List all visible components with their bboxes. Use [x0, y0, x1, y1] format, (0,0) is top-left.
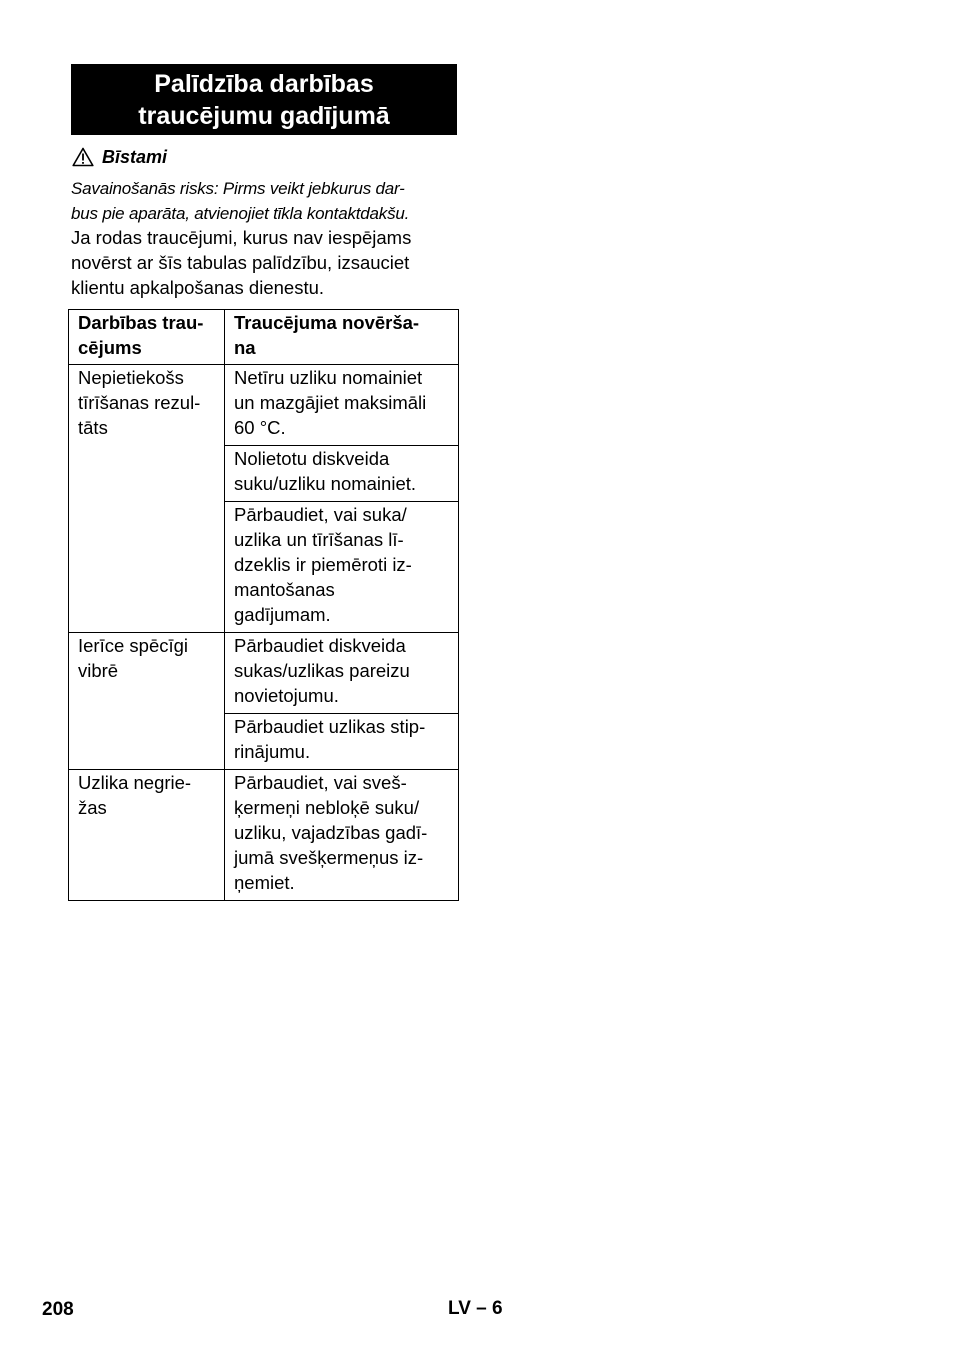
section-indicator: LV – 6	[448, 1298, 503, 1319]
cell-text: ķermeņi nebloķē suku/	[234, 797, 420, 818]
header-text: na	[234, 337, 256, 358]
cell-text: Nepietiekošs	[78, 367, 184, 388]
warning-label-row	[72, 145, 167, 169]
cell-text: gadījumam.	[234, 604, 331, 625]
remedy-cell	[225, 502, 459, 633]
cell-text: suku/uzliku nomainiet.	[234, 473, 417, 494]
intro-paragraph	[71, 225, 461, 300]
warning-label: Bīstami	[102, 147, 168, 167]
table-row	[69, 365, 459, 446]
table-row	[69, 770, 459, 901]
warning-triangle-icon	[72, 147, 94, 167]
fault-cell	[69, 770, 225, 901]
remedy-cell	[225, 770, 459, 901]
cell-text: Ierīce spēcīgi	[78, 635, 189, 656]
cell-text: Pārbaudiet, vai suka/	[234, 504, 407, 525]
intro-line: klientu apkalpošanas dienestu.	[71, 277, 325, 298]
fault-cell	[69, 633, 225, 770]
remedy-cell	[225, 714, 459, 770]
cell-text: vibrē	[78, 660, 119, 681]
header-fault	[69, 310, 225, 365]
heading-line-2: traucējumu gadījumā	[138, 101, 390, 130]
cell-text: sukas/uzlikas pareizu	[234, 660, 410, 681]
header-text: Traucējuma novērša-	[234, 312, 420, 333]
troubleshooting-table	[68, 309, 459, 901]
cell-text: Pārbaudiet, vai sveš-	[234, 772, 407, 793]
header-text: cējums	[78, 337, 142, 358]
cell-text: ņemiet.	[234, 872, 295, 893]
remedy-cell	[225, 633, 459, 714]
table-header-row	[69, 310, 459, 365]
intro-line: novērst ar šīs tabulas palīdzību, izsauciet	[71, 252, 410, 273]
cell-text: uzlika un tīrīšanas lī-	[234, 529, 404, 550]
header-remedy	[225, 310, 459, 365]
remedy-cell	[225, 365, 459, 446]
cell-text: rinājumu.	[234, 741, 311, 762]
header-text: Darbības trau-	[78, 312, 204, 333]
cell-text: tīrīšanas rezul-	[78, 392, 201, 413]
remedy-cell	[225, 446, 459, 502]
cell-text: dzeklis ir piemēroti iz-	[234, 554, 412, 575]
warning-text-line: Savainošanās risks: Pirms veikt jebkurus dar-	[71, 179, 405, 198]
intro-line: Ja rodas traucējumi, kurus nav iespējams	[71, 227, 412, 248]
cell-text: Uzlika negrie-	[78, 772, 192, 793]
cell-text: Pārbaudiet diskveida	[234, 635, 406, 656]
warning-text-line: bus pie aparāta, atvienojiet tīkla kontaktdakšu.	[71, 204, 410, 223]
cell-text: uzliku, vajadzības gadī-	[234, 822, 428, 843]
cell-text: tāts	[78, 417, 108, 438]
cell-text: žas	[78, 797, 107, 818]
heading-line-1: Palīdzība darbības	[154, 69, 374, 98]
cell-text: Pārbaudiet uzlikas stip-	[234, 716, 426, 737]
cell-text: 60 °C.	[234, 417, 286, 438]
fault-cell	[69, 365, 225, 633]
page-number: 208	[42, 1299, 74, 1320]
section-heading	[71, 64, 457, 135]
cell-text: mantošanas	[234, 579, 335, 600]
cell-text: novietojumu.	[234, 685, 339, 706]
cell-text: Netīru uzliku nomainiet	[234, 367, 423, 388]
table-row	[69, 633, 459, 714]
cell-text: jumā svešķermeņus iz-	[234, 847, 424, 868]
cell-text: un mazgājiet maksimāli	[234, 392, 427, 413]
cell-text: Nolietotu diskveida	[234, 448, 390, 469]
warning-text	[71, 176, 461, 226]
